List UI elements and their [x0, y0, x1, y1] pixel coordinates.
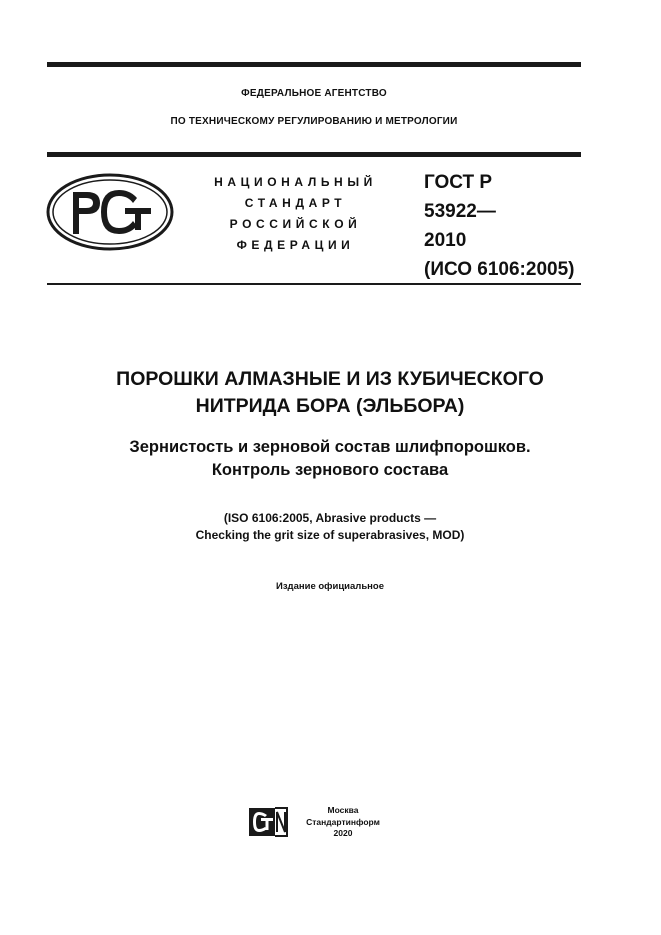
gost-line-3: 2010: [424, 230, 467, 251]
agency-line-2: ПО ТЕХНИЧЕСКОМУ РЕГУЛИРОВАНИЮ И МЕТРОЛОГИИ: [170, 116, 458, 127]
iso-reference: [40, 510, 620, 544]
title-line-1: ПОРОШКИ АЛМАЗНЫЕ И ИЗ КУБИЧЕСКОГО: [116, 368, 544, 390]
edition-label: Издание официальное: [276, 581, 384, 592]
standartinform-logo-icon: [247, 806, 289, 838]
national-line-3: РОССИЙСКОЙ: [229, 217, 362, 231]
publisher-year: 2020: [333, 828, 353, 838]
middle-rule: [47, 152, 581, 157]
national-line-2: СТАНДАРТ: [244, 196, 347, 210]
iso-line-1: (ISO 6106:2005, Abrasive products —: [223, 511, 437, 525]
national-line-1: НАЦИОНАЛЬНЫЙ: [214, 175, 377, 189]
gost-line-1: ГОСТ Р: [424, 172, 493, 193]
agency-line-1: ФЕДЕРАЛЬНОЕ АГЕНТСТВО: [241, 88, 387, 99]
iso-line-2: Checking the grit size of superabrasives, MOD): [195, 528, 465, 542]
gost-designation: [424, 168, 584, 284]
publisher-name: Стандартинформ: [306, 816, 380, 827]
publisher-block: [303, 805, 383, 840]
subtitle-line-2: Контроль зернового состава: [211, 461, 449, 479]
gost-line-4: (ИСО 6106:2005): [424, 259, 575, 280]
subtitle-line-1: Зернистость и зерновой состав шлифпорошков.: [129, 438, 531, 456]
bottom-rule: [47, 283, 581, 285]
national-line-4: ФЕДЕРАЦИИ: [236, 238, 355, 252]
document-title: [40, 366, 620, 420]
title-line-2: НИТРИДА БОРА (ЭЛЬБОРА): [195, 395, 465, 417]
gost-line-2: 53922—: [424, 201, 496, 222]
top-rule: [47, 62, 581, 67]
rst-certification-logo-icon: [45, 172, 175, 252]
document-subtitle: [40, 436, 620, 482]
publisher-city: Москва: [327, 805, 359, 815]
national-standard-label: [198, 172, 393, 256]
